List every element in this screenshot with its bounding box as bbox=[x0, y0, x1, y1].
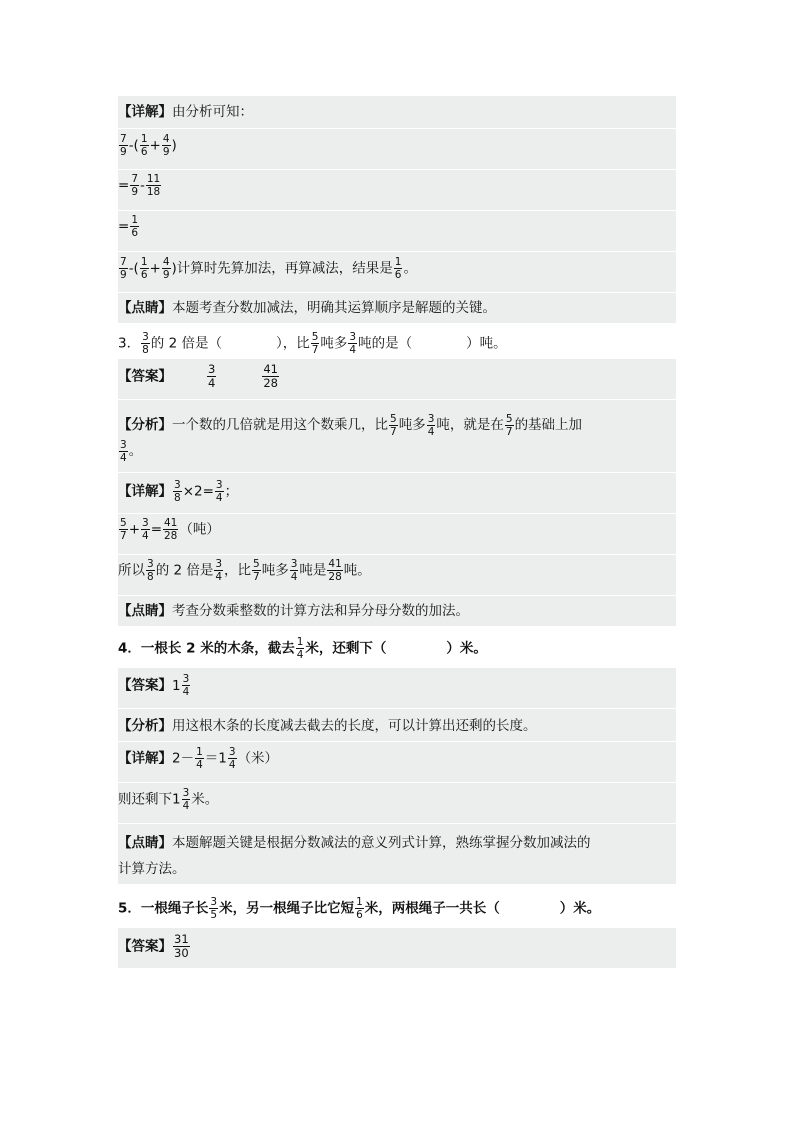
detail-label: 【详解】 bbox=[118, 483, 172, 500]
question-text: 米，另一根绳子比它短 bbox=[219, 900, 355, 917]
detail-row-2 bbox=[118, 514, 676, 554]
fraction: $\frac{3}{4}$ bbox=[142, 517, 149, 542]
answer-mixed-number: 1 $\frac{3}{4}$ bbox=[172, 673, 190, 698]
fraction: $\frac{3}{4}$ bbox=[349, 331, 357, 356]
question-text: ），比 bbox=[275, 335, 310, 352]
comment-row bbox=[118, 596, 676, 626]
detail-text: 的 2 倍是 bbox=[155, 562, 214, 579]
fraction: $\frac{1}{6}$ bbox=[140, 133, 148, 158]
fraction: $\frac{3}{5}$ bbox=[210, 896, 218, 921]
question-text: 米，还剩下（ bbox=[305, 640, 387, 657]
answer-row bbox=[118, 928, 676, 968]
question-number: 3． bbox=[118, 335, 141, 352]
unit: （吨） bbox=[179, 521, 220, 538]
detail-row-1 bbox=[118, 742, 676, 782]
fraction: $\frac{3}{4}$ bbox=[215, 558, 223, 583]
comment-label: 【点睛】 bbox=[118, 300, 172, 316]
answer-row bbox=[118, 359, 676, 399]
fraction: $\frac{4}{9}$ bbox=[162, 256, 170, 281]
fraction: $\frac{3}{8}$ bbox=[147, 558, 154, 583]
fraction: $\frac{3}{4}$ bbox=[290, 558, 298, 583]
detail-row-2 bbox=[118, 783, 676, 823]
question-text: ）米。 bbox=[446, 640, 487, 657]
answer-fraction-1: $\frac{3}{4}$ bbox=[208, 362, 216, 390]
detail-text: 由分析可知： bbox=[172, 104, 253, 120]
question-text: 吨多 bbox=[320, 335, 348, 352]
fraction: $\frac{1}{4}$ bbox=[196, 746, 203, 771]
fraction: $\frac{41}{28}$ bbox=[328, 558, 342, 583]
detail-text: 米。 bbox=[191, 791, 219, 808]
detail-text: 所以 bbox=[118, 562, 145, 579]
fraction: $\frac{1}{6}$ bbox=[356, 896, 363, 921]
operator: ×2= bbox=[182, 483, 214, 500]
analysis-text: 的基础上加 bbox=[514, 417, 583, 433]
fraction: $\frac{3}{4}$ bbox=[120, 438, 127, 464]
question-number: 4． bbox=[118, 640, 141, 657]
punctuation: ； bbox=[224, 483, 239, 500]
analysis-label: 【分析】 bbox=[118, 417, 172, 433]
detail-text: ，比 bbox=[224, 562, 252, 579]
operator: ) bbox=[171, 137, 177, 154]
operator: -( bbox=[128, 137, 139, 154]
comment-row bbox=[118, 824, 676, 884]
equation-line-3 bbox=[118, 211, 676, 251]
question-text: 一根长 2 米的木条，截去 bbox=[140, 640, 295, 657]
fraction: $\frac{1}{4}$ bbox=[296, 636, 304, 661]
answer-label: 【答案】 bbox=[118, 677, 172, 694]
detail-text: 吨是 bbox=[299, 562, 327, 579]
fraction: $\frac{3}{4}$ bbox=[228, 746, 236, 771]
operator: = bbox=[150, 521, 162, 538]
fraction: $\frac{11}{18}$ bbox=[146, 173, 161, 198]
fraction: $\frac{7}{9}$ bbox=[120, 256, 127, 281]
operator: + bbox=[149, 260, 161, 277]
equation-line-1 bbox=[118, 129, 676, 169]
punctuation: 。 bbox=[128, 443, 143, 459]
question-text: 吨的是（ bbox=[358, 335, 413, 352]
equals-sign: = bbox=[118, 177, 130, 194]
analysis-row bbox=[118, 709, 676, 741]
comment-row bbox=[118, 293, 676, 323]
detail-row-1 bbox=[118, 473, 676, 513]
detail-heading-row bbox=[118, 96, 676, 128]
question-3 bbox=[118, 323, 676, 363]
analysis-text: 一个数的几倍就是用这个数乘几，比 bbox=[172, 417, 388, 433]
fraction: $\frac{1}{6}$ bbox=[394, 256, 402, 281]
fraction: $\frac{7}{9}$ bbox=[120, 133, 127, 158]
analysis-row bbox=[118, 400, 676, 472]
fraction: $\frac{3}{4}$ bbox=[182, 787, 190, 812]
operator: - bbox=[140, 177, 145, 194]
detail-text: 则还剩下1 bbox=[118, 791, 181, 808]
question-text: 一根绳子长 bbox=[140, 900, 209, 917]
question-5 bbox=[118, 884, 676, 928]
fraction: $\frac{5}{7}$ bbox=[390, 412, 397, 438]
detail-text: 吨。 bbox=[343, 562, 371, 579]
fraction: $\frac{4}{9}$ bbox=[162, 133, 170, 158]
fraction: $\frac{5}{7}$ bbox=[505, 412, 513, 438]
answer-fraction-2: $\frac{41}{28}$ bbox=[263, 362, 278, 390]
explanation-text: 计算时先算加法，再算减法，结果是 bbox=[176, 260, 393, 277]
comment-text: 本题考查分数加减法，明确其运算顺序是解题的关键。 bbox=[172, 300, 496, 316]
operator: + bbox=[149, 137, 161, 154]
comment-text: 考查分数乘整数的计算方法和异分母分数的加法。 bbox=[172, 603, 469, 619]
fraction: $\frac{3}{4}$ bbox=[427, 412, 435, 438]
unit: （米） bbox=[237, 750, 279, 767]
document-page bbox=[118, 96, 676, 968]
equation-line-2 bbox=[118, 170, 676, 210]
operator: -( bbox=[128, 260, 139, 277]
question-text: 的 2 倍是（ bbox=[150, 335, 222, 352]
fraction: $\frac{5}{7}$ bbox=[120, 517, 127, 542]
fraction: $\frac{3}{8}$ bbox=[174, 479, 181, 504]
comment-label: 【点睛】 bbox=[118, 603, 172, 619]
answer-row bbox=[118, 668, 676, 708]
fraction: $\frac{7}{9}$ bbox=[131, 173, 138, 198]
answer-fraction: $\frac{31}{30}$ bbox=[174, 932, 189, 960]
answer-label: 【答案】 bbox=[118, 938, 172, 955]
detail-label: 【详解】 bbox=[118, 104, 172, 120]
question-text: ）吨。 bbox=[466, 335, 507, 352]
detail-row-3 bbox=[118, 555, 676, 595]
operator: + bbox=[128, 521, 140, 538]
equals-sign: = bbox=[118, 218, 130, 235]
fraction: $\frac{1}{6}$ bbox=[131, 214, 138, 239]
answer-label: 【答案】 bbox=[118, 368, 172, 385]
question-text: ）米。 bbox=[559, 900, 601, 917]
detail-text: ＝1 bbox=[204, 750, 227, 767]
analysis-text: 用这根木条的长度减去截去的长度，可以计算出还剩的长度。 bbox=[172, 718, 537, 734]
fraction: $\frac{5}{7}$ bbox=[311, 331, 319, 356]
comment-label: 【点睛】 bbox=[118, 835, 172, 851]
question-number: 5． bbox=[118, 900, 141, 917]
analysis-text: 吨，就是在 bbox=[436, 417, 504, 433]
question-4 bbox=[118, 626, 676, 668]
question-text: 米，两根绳子一共长（ bbox=[364, 900, 500, 917]
comment-text: 计算方法。 bbox=[118, 861, 186, 877]
punctuation: 。 bbox=[403, 260, 417, 277]
analysis-text: 吨多 bbox=[398, 417, 426, 433]
fraction: $\frac{1}{6}$ bbox=[140, 256, 148, 281]
comment-text: 本题解题关键是根据分数减法的意义列式计算，熟练掌握分数加减法的 bbox=[172, 835, 591, 851]
analysis-label: 【分析】 bbox=[118, 718, 172, 734]
detail-label: 【详解】 bbox=[118, 750, 172, 767]
detail-text: 吨多 bbox=[261, 562, 289, 579]
fraction: $\frac{3}{8}$ bbox=[142, 331, 149, 356]
equation-line-4 bbox=[118, 252, 676, 292]
detail-text: 2－ bbox=[172, 750, 195, 767]
operator: ) bbox=[171, 260, 177, 277]
fraction: $\frac{41}{28}$ bbox=[164, 517, 178, 542]
fraction: $\frac{3}{4}$ bbox=[215, 479, 223, 504]
fraction: $\frac{5}{7}$ bbox=[253, 558, 260, 583]
